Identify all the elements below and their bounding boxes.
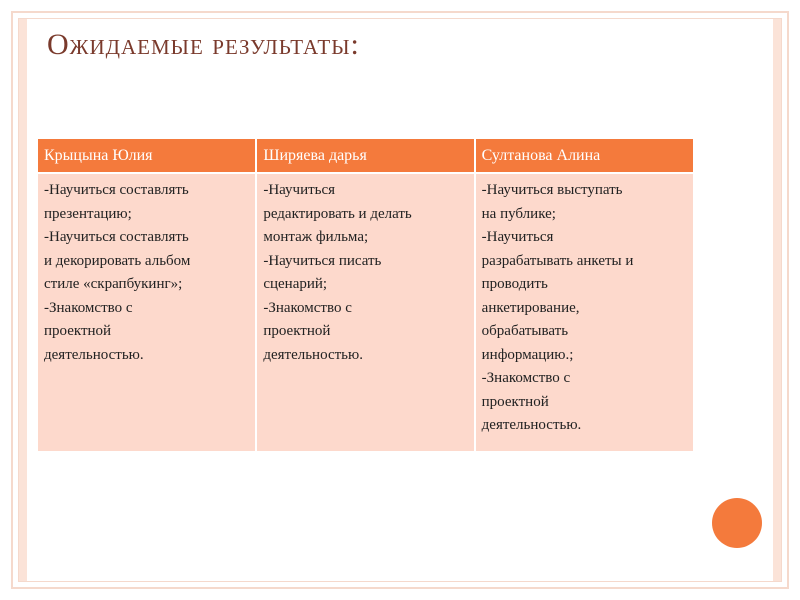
- cell-line: -Знакомство с: [44, 299, 133, 316]
- header-cell-yulia: Крыцына Юлия: [38, 139, 256, 173]
- cell-line: -Знакомство с: [481, 370, 571, 386]
- cell-line: деятельностью.: [481, 417, 582, 433]
- cell-line: презентацию;: [44, 205, 132, 222]
- table-header-row: [38, 139, 693, 173]
- cell-line: и декорировать альбом: [44, 252, 191, 269]
- cell-yulia: [38, 173, 256, 451]
- cell-line: редактировать и делать: [263, 205, 412, 222]
- cell-line: проектной: [481, 393, 549, 410]
- cell-line: -Научиться составлять: [44, 182, 189, 198]
- cell-line: на публике;: [481, 205, 556, 222]
- cell-line: -Научиться составлять: [44, 229, 189, 245]
- cell-line: проектной: [44, 323, 112, 339]
- cell-alina: [475, 173, 693, 451]
- cell-line: -Научиться: [263, 182, 336, 198]
- cell-line: анкетирование,: [481, 299, 580, 316]
- cell-line: -Научиться выступать: [481, 182, 623, 198]
- left-accent-bar: [19, 19, 27, 581]
- cell-line: стиле «скрапбукинг»;: [44, 276, 183, 292]
- cell-line: обрабатывать: [481, 323, 569, 339]
- cell-darya: [256, 173, 474, 451]
- cell-line: монтаж фильма;: [263, 229, 369, 245]
- table-row: [38, 173, 693, 451]
- cell-line: деятельностью.: [263, 346, 363, 363]
- cell-line: проектной: [263, 323, 331, 339]
- cell-line: информацию.;: [481, 346, 574, 363]
- cell-line: -Знакомство с: [263, 299, 352, 316]
- cell-line: -Научиться: [481, 229, 554, 245]
- header-cell-darya: Ширяева дарья: [256, 139, 474, 173]
- results-table: [38, 139, 693, 451]
- cell-line: проводить: [481, 276, 548, 292]
- slide-title: Ожидаемые результаты:: [47, 28, 360, 61]
- right-accent-bar: [773, 19, 781, 581]
- cell-line: сценарий;: [263, 276, 328, 292]
- cell-line: -Научиться писать: [263, 252, 382, 269]
- orange-circle-decoration: [712, 498, 762, 548]
- cell-line: деятельностью.: [44, 346, 144, 363]
- header-cell-alina: Султанова Алина: [475, 139, 693, 173]
- cell-line: разрабатывать анкеты и: [481, 252, 634, 269]
